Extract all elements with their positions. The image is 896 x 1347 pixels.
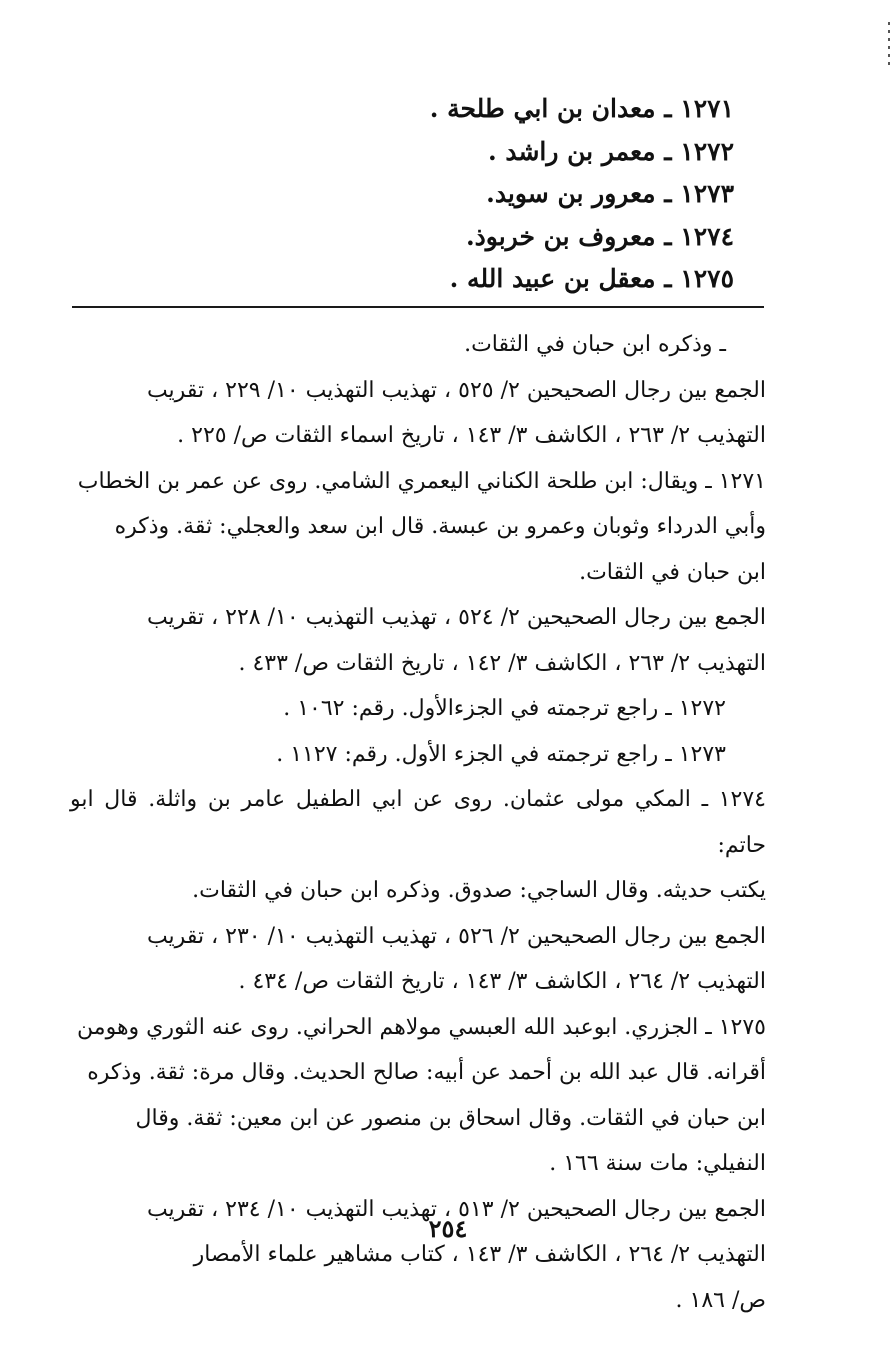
footnote-line: وأبي الدرداء وثوبان وعمرو بن عبسة. قال ابن سعد والعجلي: ثقة. وذكره [114,514,766,539]
footnote-paragraph [70,914,766,1005]
entry-line: ١٢٧٢ ـ معمر بن راشد . [487,136,734,166]
footnote-line: الجمع بين رجال الصحيحين ٢/ ٥٢٥ ، تهذيب التهذيب ١٠/ ٢٢٩ ، تقريب [146,377,766,403]
footnote-line: ١٢٧٣ ـ راجع ترجمته في الجزء الأول. رقم: ١١٢٧ . [276,741,726,767]
footnote-paragraph [70,686,766,732]
footnote-paragraph [70,1187,766,1324]
footnote-line: التهذيب ٢/ ٢٦٤ ، الكاشف ٣/ ١٤٣ ، كتاب مشاهير علماء الأمصار [193,1242,766,1267]
footnote-line: ١٢٧٤ ـ المكي مولى عثمان. روى عن ابي الطفيل عامر بن واثلة. قال ابو حاتم: [70,787,766,858]
scan-edge-mark [888,22,890,66]
footnote-line: أقرانه. قال عبد الله بن أحمد عن أبيه: صالح الحديث. وقال مرة: ثقة. وذكره [87,1060,766,1085]
footnotes [70,322,766,1323]
page-number: ٢٥٤ [428,1214,468,1243]
footnote-line: التهذيب ٢/ ٢٦٣ ، الكاشف ٣/ ١٤٢ ، تاريخ الثقات ص/ ٤٣٣ . [238,650,766,676]
entry-line: ١٢٧٣ ـ معرور بن سويد. [486,179,734,208]
footnote-paragraph [70,322,766,368]
entry-line: ١٢٧١ ـ معدان بن ابي طلحة . [429,94,734,123]
footnote-line: التهذيب ٢/ ٢٦٤ ، الكاشف ٣/ ١٤٣ ، تاريخ الثقات ص/ ٤٣٤ . [238,969,766,994]
footnote-line: ١٢٧٢ ـ راجع ترجمته في الجزءالأول. رقم: ١٠٦٢ . [283,696,726,721]
entries-list [374,88,734,301]
footnote-line: ١٢٧٥ ـ الجزري. ابوعبد الله العبسي مولاهم الحراني. روى عنه الثوري وهومن [77,1014,766,1040]
footnote-line: ابن حبان في الثقات. وقال اسحاق بن منصور عن ابن معين: ثقة. وقال [135,1105,766,1131]
footnote-paragraph [70,777,766,914]
footnote-paragraph [70,368,766,459]
footnote-paragraph [70,459,766,596]
footnote-line: النفيلي: مات سنة ١٦٦ . [549,1151,766,1176]
footnote-line: الجمع بين رجال الصحيحين ٢/ ٥١٣ ، تهذيب التهذيب ١٠/ ٢٣٤ ، تقريب [146,1196,766,1222]
footnote-paragraph [70,595,766,686]
footnote-line: التهذيب ٢/ ٢٦٣ ، الكاشف ٣/ ١٤٣ ، تاريخ اسماء الثقات ص/ ٢٢٥ . [177,423,766,448]
footnote-line: ـ وذكره ابن حبان في الثقات. [464,332,726,357]
footnote-line: ابن حبان في الثقات. [579,559,766,585]
footnote-separator [72,306,764,308]
footnote-line: يكتب حديثه. وقال الساجي: صدوق. وذكره ابن حبان في الثقات. [192,878,766,903]
entry-line: ١٢٧٤ ـ معروف بن خربوذ. [465,221,734,251]
footnote-paragraph [70,732,766,778]
footnote-line: الجمع بين رجال الصحيحين ٢/ ٥٢٤ ، تهذيب التهذيب ١٠/ ٢٢٨ ، تقريب [146,605,766,630]
entry-line: ١٢٧٥ ـ معقل بن عبيد الله . [449,264,734,293]
footnote-line: ص/ ١٨٦ . [675,1287,766,1313]
footnote-line: ١٢٧١ ـ ويقال: ابن طلحة الكناني اليعمري الشامي. روى عن عمر بن الخطاب [77,468,766,494]
footnote-line: الجمع بين رجال الصحيحين ٢/ ٥٢٦ ، تهذيب التهذيب ١٠/ ٢٣٠ ، تقريب [146,923,766,949]
footnote-paragraph [70,1005,766,1187]
